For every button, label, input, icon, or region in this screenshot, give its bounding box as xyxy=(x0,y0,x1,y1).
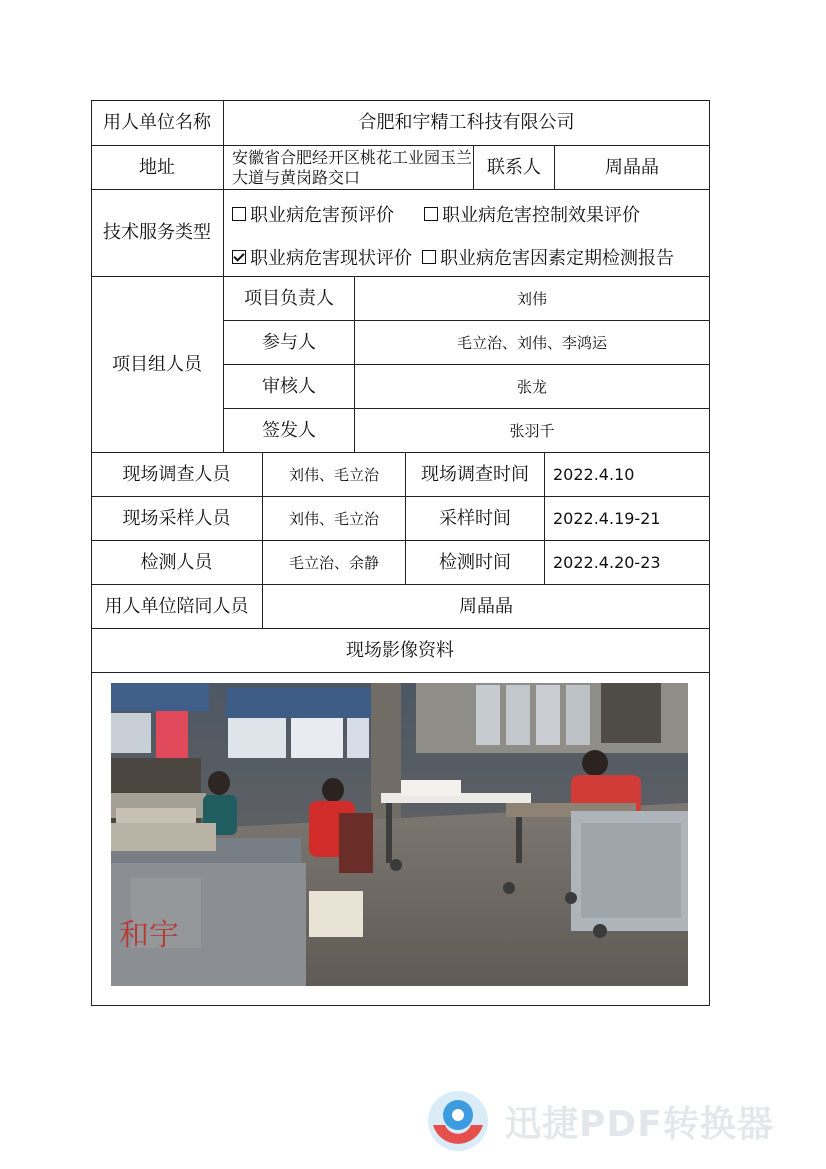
address-label: 地址 xyxy=(139,156,175,178)
team-name-reviewer: 张龙 xyxy=(516,377,547,396)
service-option-pre-evaluation[interactable] xyxy=(232,201,394,227)
team-role-lead: 项目负责人 xyxy=(244,287,334,309)
project-team-label: 项目组人员 xyxy=(112,353,202,375)
contact-value: 周晶晶 xyxy=(605,156,659,178)
service-option-periodic-testing[interactable] xyxy=(422,244,674,270)
watermark-text: 迅捷PDF转换器 xyxy=(505,1103,774,1145)
testing-staff-label: 检测人员 xyxy=(140,551,213,573)
survey-time-label: 现场调查时间 xyxy=(421,463,529,485)
team-role-participants: 参与人 xyxy=(262,331,316,353)
site-photo xyxy=(111,683,688,986)
survey-time-value: 2022.4.10 xyxy=(553,464,635,484)
photo-section-title: 现场影像资料 xyxy=(346,639,454,661)
service-option-control-effect[interactable] xyxy=(424,201,640,227)
team-name-participants: 毛立治、刘伟、李鸿运 xyxy=(456,333,607,352)
team-role-reviewer: 审核人 xyxy=(262,375,316,397)
pdf-converter-logo-icon xyxy=(425,1089,491,1153)
testing-staff-value: 毛立治、余静 xyxy=(288,553,379,572)
table-rule xyxy=(709,100,710,1006)
checkbox-icon[interactable] xyxy=(422,250,436,264)
table-rule xyxy=(91,672,710,673)
testing-time-value: 2022.4.20-23 xyxy=(553,552,661,572)
escort-staff-label: 用人单位陪同人员 xyxy=(104,595,249,617)
testing-time-label: 检测时间 xyxy=(439,551,511,573)
contact-label: 联系人 xyxy=(487,156,541,178)
address-value: 安徽省合肥经开区桃花工业园玉兰大道与黄岗路交口 xyxy=(232,147,473,187)
team-name-issuer: 张羽千 xyxy=(509,421,555,440)
service-option-label: 职业病危害控制效果评价 xyxy=(442,205,640,226)
sampling-staff-value: 刘伟、毛立治 xyxy=(288,509,379,528)
table-rule xyxy=(91,1005,710,1006)
survey-staff-value: 刘伟、毛立治 xyxy=(288,465,379,484)
employer-name-label: 用人单位名称 xyxy=(103,112,211,133)
survey-staff-label: 现场调查人员 xyxy=(122,463,231,485)
team-name-lead: 刘伟 xyxy=(516,289,547,308)
service-option-status-evaluation[interactable] xyxy=(232,244,412,270)
service-option-label: 职业病危害因素定期检测报告 xyxy=(440,248,674,269)
sampling-time-value: 2022.4.19-21 xyxy=(553,508,661,528)
pdf-converter-watermark xyxy=(425,1089,815,1153)
checkbox-icon[interactable] xyxy=(232,207,246,221)
service-type-label: 技术服务类型 xyxy=(103,222,211,243)
photo-sign-text: 和宇 xyxy=(119,918,179,953)
employer-name-value: 合肥和宇精工科技有限公司 xyxy=(358,112,575,133)
checked-checkbox-icon[interactable] xyxy=(232,250,246,264)
report-form-table xyxy=(91,100,710,1006)
factory-floor-photo xyxy=(111,683,688,986)
sampling-staff-label: 现场采样人员 xyxy=(122,507,231,529)
service-option-label: 职业病危害现状评价 xyxy=(250,248,412,269)
team-role-issuer: 签发人 xyxy=(262,419,316,441)
escort-staff-value: 周晶晶 xyxy=(459,595,513,617)
sampling-time-label: 采样时间 xyxy=(439,507,511,529)
checkbox-icon[interactable] xyxy=(424,207,438,221)
service-option-label: 职业病危害预评价 xyxy=(250,205,394,226)
